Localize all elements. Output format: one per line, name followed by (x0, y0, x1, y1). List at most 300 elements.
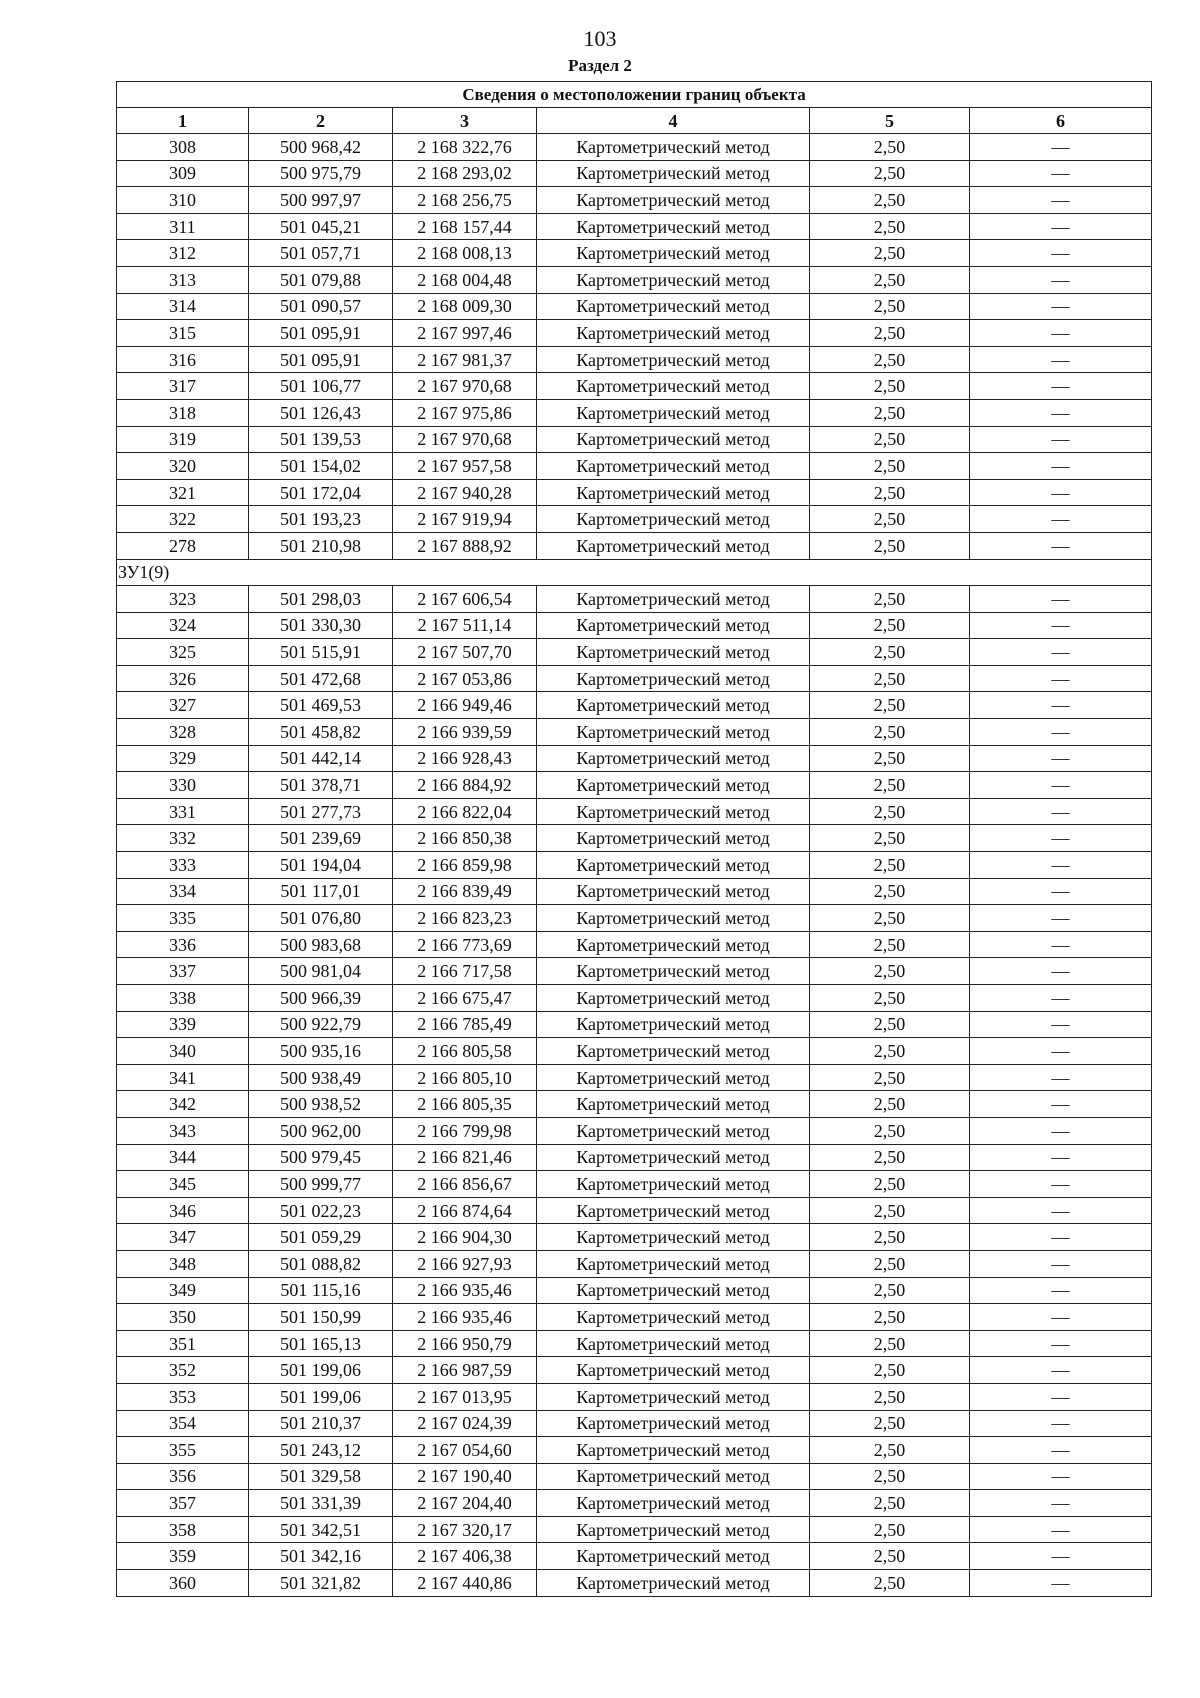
method-cell: Картометрический метод (537, 1064, 810, 1091)
point-number-cell: 329 (117, 745, 249, 772)
x-coordinate-cell: 501 057,71 (249, 240, 393, 267)
accuracy-cell: 2,50 (810, 905, 970, 932)
y-coordinate-cell: 2 166 675,47 (393, 985, 537, 1012)
accuracy-cell: 2,50 (810, 1490, 970, 1517)
point-number-cell: 321 (117, 479, 249, 506)
point-number-cell: 353 (117, 1383, 249, 1410)
accuracy-cell: 2,50 (810, 745, 970, 772)
x-coordinate-cell: 500 983,68 (249, 931, 393, 958)
table-row (117, 346, 1152, 373)
accuracy-cell: 2,50 (810, 665, 970, 692)
method-cell: Картометрический метод (537, 905, 810, 932)
accuracy-cell: 2,50 (810, 1117, 970, 1144)
column-header-row (117, 108, 1152, 134)
point-number-cell: 312 (117, 240, 249, 267)
x-coordinate-cell: 501 095,91 (249, 346, 393, 373)
method-cell: Картометрический метод (537, 1383, 810, 1410)
method-cell: Картометрический метод (537, 1357, 810, 1384)
accuracy-cell: 2,50 (810, 1383, 970, 1410)
method-cell: Картометрический метод (537, 1277, 810, 1304)
accuracy-cell: 2,50 (810, 692, 970, 719)
description-cell: — (970, 1144, 1152, 1171)
accuracy-cell: 2,50 (810, 1011, 970, 1038)
description-cell: — (970, 1463, 1152, 1490)
method-cell: Картометрический метод (537, 373, 810, 400)
x-coordinate-cell: 501 342,16 (249, 1543, 393, 1570)
method-cell: Картометрический метод (537, 1490, 810, 1517)
table-caption: Сведения о местоположении границ объекта (117, 82, 1152, 108)
description-cell: — (970, 1197, 1152, 1224)
accuracy-cell: 2,50 (810, 798, 970, 825)
boundary-coordinates-table (116, 81, 1152, 1597)
x-coordinate-cell: 500 935,16 (249, 1038, 393, 1065)
y-coordinate-cell: 2 167 013,95 (393, 1383, 537, 1410)
description-cell: — (970, 1516, 1152, 1543)
accuracy-cell: 2,50 (810, 958, 970, 985)
x-coordinate-cell: 500 938,52 (249, 1091, 393, 1118)
table-row (117, 719, 1152, 746)
method-cell: Картометрический метод (537, 1171, 810, 1198)
description-cell: — (970, 1304, 1152, 1331)
accuracy-cell: 2,50 (810, 1357, 970, 1384)
accuracy-cell: 2,50 (810, 1250, 970, 1277)
description-cell: — (970, 479, 1152, 506)
accuracy-cell: 2,50 (810, 825, 970, 852)
accuracy-cell: 2,50 (810, 1277, 970, 1304)
method-cell: Картометрический метод (537, 399, 810, 426)
method-cell: Картометрический метод (537, 240, 810, 267)
x-coordinate-cell: 501 329,58 (249, 1463, 393, 1490)
point-number-cell: 315 (117, 320, 249, 347)
x-coordinate-cell: 501 126,43 (249, 399, 393, 426)
x-coordinate-cell: 501 298,03 (249, 586, 393, 613)
method-cell: Картометрический метод (537, 1410, 810, 1437)
description-cell: — (970, 1490, 1152, 1517)
description-cell: — (970, 320, 1152, 347)
point-number-cell: 332 (117, 825, 249, 852)
accuracy-cell: 2,50 (810, 719, 970, 746)
x-coordinate-cell: 501 150,99 (249, 1304, 393, 1331)
point-number-cell: 278 (117, 532, 249, 559)
point-number-cell: 313 (117, 266, 249, 293)
method-cell: Картометрический метод (537, 1224, 810, 1251)
description-cell: — (970, 399, 1152, 426)
description-cell: — (970, 719, 1152, 746)
x-coordinate-cell: 501 243,12 (249, 1437, 393, 1464)
y-coordinate-cell: 2 167 997,46 (393, 320, 537, 347)
x-coordinate-cell: 501 442,14 (249, 745, 393, 772)
description-cell: — (970, 426, 1152, 453)
table-row (117, 1064, 1152, 1091)
y-coordinate-cell: 2 167 053,86 (393, 665, 537, 692)
point-number-cell: 342 (117, 1091, 249, 1118)
y-coordinate-cell: 2 166 799,98 (393, 1117, 537, 1144)
column-header: 1 (117, 108, 249, 134)
x-coordinate-cell: 501 193,23 (249, 506, 393, 533)
method-cell: Картометрический метод (537, 665, 810, 692)
table-row (117, 187, 1152, 214)
table-row (117, 1570, 1152, 1597)
x-coordinate-cell: 501 106,77 (249, 373, 393, 400)
x-coordinate-cell: 501 515,91 (249, 639, 393, 666)
table-row (117, 612, 1152, 639)
accuracy-cell: 2,50 (810, 213, 970, 240)
y-coordinate-cell: 2 167 511,14 (393, 612, 537, 639)
x-coordinate-cell: 501 139,53 (249, 426, 393, 453)
table-row (117, 1224, 1152, 1251)
x-coordinate-cell: 500 975,79 (249, 160, 393, 187)
table-row (117, 798, 1152, 825)
table-row (117, 1410, 1152, 1437)
table-row (117, 426, 1152, 453)
table-row (117, 1490, 1152, 1517)
method-cell: Картометрический метод (537, 852, 810, 879)
table-row (117, 134, 1152, 161)
x-coordinate-cell: 501 239,69 (249, 825, 393, 852)
accuracy-cell: 2,50 (810, 426, 970, 453)
table-row (117, 1516, 1152, 1543)
x-coordinate-cell: 501 378,71 (249, 772, 393, 799)
table-row (117, 639, 1152, 666)
point-number-cell: 348 (117, 1250, 249, 1277)
y-coordinate-cell: 2 166 850,38 (393, 825, 537, 852)
method-cell: Картометрический метод (537, 1543, 810, 1570)
x-coordinate-cell: 501 321,82 (249, 1570, 393, 1597)
x-coordinate-cell: 501 210,37 (249, 1410, 393, 1437)
table-row (117, 852, 1152, 879)
x-coordinate-cell: 500 981,04 (249, 958, 393, 985)
table-row (117, 399, 1152, 426)
table-row (117, 958, 1152, 985)
table-row (117, 985, 1152, 1012)
y-coordinate-cell: 2 166 773,69 (393, 931, 537, 958)
x-coordinate-cell: 501 210,98 (249, 532, 393, 559)
accuracy-cell: 2,50 (810, 1064, 970, 1091)
method-cell: Картометрический метод (537, 1570, 810, 1597)
method-cell: Картометрический метод (537, 1330, 810, 1357)
point-number-cell: 354 (117, 1410, 249, 1437)
description-cell: — (970, 1277, 1152, 1304)
description-cell: — (970, 825, 1152, 852)
description-cell: — (970, 1437, 1152, 1464)
method-cell: Картометрический метод (537, 293, 810, 320)
table-row (117, 1197, 1152, 1224)
accuracy-cell: 2,50 (810, 1437, 970, 1464)
x-coordinate-cell: 501 458,82 (249, 719, 393, 746)
x-coordinate-cell: 500 966,39 (249, 985, 393, 1012)
method-cell: Картометрический метод (537, 1463, 810, 1490)
description-cell: — (970, 745, 1152, 772)
table-row (117, 240, 1152, 267)
point-number-cell: 358 (117, 1516, 249, 1543)
point-number-cell: 311 (117, 213, 249, 240)
y-coordinate-cell: 2 167 024,39 (393, 1410, 537, 1437)
y-coordinate-cell: 2 166 949,46 (393, 692, 537, 719)
accuracy-cell: 2,50 (810, 453, 970, 480)
table-row (117, 1038, 1152, 1065)
point-number-cell: 350 (117, 1304, 249, 1331)
table-row (117, 1250, 1152, 1277)
method-cell: Картометрический метод (537, 1304, 810, 1331)
x-coordinate-cell: 501 172,04 (249, 479, 393, 506)
description-cell: — (970, 612, 1152, 639)
table-row (117, 905, 1152, 932)
table-row (117, 878, 1152, 905)
method-cell: Картометрический метод (537, 586, 810, 613)
point-number-cell: 360 (117, 1570, 249, 1597)
accuracy-cell: 2,50 (810, 1570, 970, 1597)
table-row (117, 1543, 1152, 1570)
description-cell: — (970, 187, 1152, 214)
accuracy-cell: 2,50 (810, 479, 970, 506)
x-coordinate-cell: 500 938,49 (249, 1064, 393, 1091)
point-number-cell: 334 (117, 878, 249, 905)
y-coordinate-cell: 2 168 293,02 (393, 160, 537, 187)
y-coordinate-cell: 2 167 204,40 (393, 1490, 537, 1517)
description-cell: — (970, 453, 1152, 480)
point-number-cell: 310 (117, 187, 249, 214)
y-coordinate-cell: 2 168 008,13 (393, 240, 537, 267)
y-coordinate-cell: 2 166 805,10 (393, 1064, 537, 1091)
table-row (117, 453, 1152, 480)
table-row (117, 266, 1152, 293)
table-row (117, 772, 1152, 799)
method-cell: Картометрический метод (537, 160, 810, 187)
table-row (117, 1144, 1152, 1171)
accuracy-cell: 2,50 (810, 399, 970, 426)
method-cell: Картометрический метод (537, 1197, 810, 1224)
accuracy-cell: 2,50 (810, 134, 970, 161)
accuracy-cell: 2,50 (810, 1224, 970, 1251)
point-number-cell: 322 (117, 506, 249, 533)
accuracy-cell: 2,50 (810, 293, 970, 320)
table-caption-row (117, 82, 1152, 108)
description-cell: — (970, 1171, 1152, 1198)
description-cell: — (970, 532, 1152, 559)
y-coordinate-cell: 2 167 970,68 (393, 373, 537, 400)
point-number-cell: 355 (117, 1437, 249, 1464)
x-coordinate-cell: 501 469,53 (249, 692, 393, 719)
point-number-cell: 356 (117, 1463, 249, 1490)
description-cell: — (970, 639, 1152, 666)
method-cell: Картометрический метод (537, 772, 810, 799)
description-cell: — (970, 1330, 1152, 1357)
point-number-cell: 308 (117, 134, 249, 161)
y-coordinate-cell: 2 168 004,48 (393, 266, 537, 293)
y-coordinate-cell: 2 166 859,98 (393, 852, 537, 879)
method-cell: Картометрический метод (537, 479, 810, 506)
y-coordinate-cell: 2 167 440,86 (393, 1570, 537, 1597)
y-coordinate-cell: 2 167 975,86 (393, 399, 537, 426)
column-header: 4 (537, 108, 810, 134)
table-row (117, 1277, 1152, 1304)
description-cell: — (970, 1357, 1152, 1384)
description-cell: — (970, 1250, 1152, 1277)
accuracy-cell: 2,50 (810, 639, 970, 666)
method-cell: Картометрический метод (537, 931, 810, 958)
y-coordinate-cell: 2 166 935,46 (393, 1277, 537, 1304)
y-coordinate-cell: 2 166 822,04 (393, 798, 537, 825)
accuracy-cell: 2,50 (810, 772, 970, 799)
y-coordinate-cell: 2 167 054,60 (393, 1437, 537, 1464)
y-coordinate-cell: 2 166 805,58 (393, 1038, 537, 1065)
y-coordinate-cell: 2 166 823,23 (393, 905, 537, 932)
method-cell: Картометрический метод (537, 1011, 810, 1038)
method-cell: Картометрический метод (537, 1250, 810, 1277)
accuracy-cell: 2,50 (810, 612, 970, 639)
page-number: 103 (583, 26, 617, 51)
point-number-cell: 317 (117, 373, 249, 400)
x-coordinate-cell: 501 165,13 (249, 1330, 393, 1357)
y-coordinate-cell: 2 167 940,28 (393, 479, 537, 506)
y-coordinate-cell: 2 167 606,54 (393, 586, 537, 613)
description-cell: — (970, 1543, 1152, 1570)
x-coordinate-cell: 500 979,45 (249, 1144, 393, 1171)
description-cell: — (970, 1570, 1152, 1597)
x-coordinate-cell: 500 999,77 (249, 1171, 393, 1198)
method-cell: Картометрический метод (537, 692, 810, 719)
accuracy-cell: 2,50 (810, 985, 970, 1012)
description-cell: — (970, 160, 1152, 187)
table-row (117, 1304, 1152, 1331)
point-number-cell: 314 (117, 293, 249, 320)
description-cell: — (970, 1038, 1152, 1065)
y-coordinate-cell: 2 166 821,46 (393, 1144, 537, 1171)
y-coordinate-cell: 2 167 919,94 (393, 506, 537, 533)
description-cell: — (970, 1383, 1152, 1410)
point-number-cell: 339 (117, 1011, 249, 1038)
x-coordinate-cell: 501 045,21 (249, 213, 393, 240)
y-coordinate-cell: 2 166 927,93 (393, 1250, 537, 1277)
table-row (117, 479, 1152, 506)
x-coordinate-cell: 500 968,42 (249, 134, 393, 161)
table-row (117, 506, 1152, 533)
y-coordinate-cell: 2 168 322,76 (393, 134, 537, 161)
description-cell: — (970, 692, 1152, 719)
accuracy-cell: 2,50 (810, 1144, 970, 1171)
accuracy-cell: 2,50 (810, 1304, 970, 1331)
table-row (117, 532, 1152, 559)
point-number-cell: 340 (117, 1038, 249, 1065)
table-row (117, 745, 1152, 772)
description-cell: — (970, 346, 1152, 373)
x-coordinate-cell: 501 199,06 (249, 1383, 393, 1410)
description-cell: — (970, 772, 1152, 799)
y-coordinate-cell: 2 166 856,67 (393, 1171, 537, 1198)
x-coordinate-cell: 500 922,79 (249, 1011, 393, 1038)
point-number-cell: 323 (117, 586, 249, 613)
table-row (117, 1117, 1152, 1144)
x-coordinate-cell: 501 076,80 (249, 905, 393, 932)
point-number-cell: 316 (117, 346, 249, 373)
table-row (117, 586, 1152, 613)
point-number-cell: 335 (117, 905, 249, 932)
y-coordinate-cell: 2 168 256,75 (393, 187, 537, 214)
table-body (117, 82, 1152, 1597)
y-coordinate-cell: 2 166 805,35 (393, 1091, 537, 1118)
accuracy-cell: 2,50 (810, 346, 970, 373)
method-cell: Картометрический метод (537, 745, 810, 772)
table-row (117, 692, 1152, 719)
description-cell: — (970, 1224, 1152, 1251)
x-coordinate-cell: 501 331,39 (249, 1490, 393, 1517)
accuracy-cell: 2,50 (810, 373, 970, 400)
point-number-cell: 357 (117, 1490, 249, 1517)
method-cell: Картометрический метод (537, 266, 810, 293)
accuracy-cell: 2,50 (810, 532, 970, 559)
y-coordinate-cell: 2 167 981,37 (393, 346, 537, 373)
point-number-cell: 344 (117, 1144, 249, 1171)
table-row (117, 160, 1152, 187)
point-number-cell: 325 (117, 639, 249, 666)
point-number-cell: 326 (117, 665, 249, 692)
y-coordinate-cell: 2 166 884,92 (393, 772, 537, 799)
table-row (117, 1011, 1152, 1038)
method-cell: Картометрический метод (537, 798, 810, 825)
method-cell: Картометрический метод (537, 453, 810, 480)
y-coordinate-cell: 2 166 904,30 (393, 1224, 537, 1251)
y-coordinate-cell: 2 167 190,40 (393, 1463, 537, 1490)
group-label: ЗУ1(9) (117, 559, 1152, 586)
y-coordinate-cell: 2 166 928,43 (393, 745, 537, 772)
description-cell: — (970, 134, 1152, 161)
x-coordinate-cell: 501 115,16 (249, 1277, 393, 1304)
accuracy-cell: 2,50 (810, 1543, 970, 1570)
table-row (117, 1357, 1152, 1384)
description-cell: — (970, 1410, 1152, 1437)
x-coordinate-cell: 501 090,57 (249, 293, 393, 320)
table-row (117, 825, 1152, 852)
table-row (117, 1463, 1152, 1490)
y-coordinate-cell: 2 168 157,44 (393, 213, 537, 240)
method-cell: Картометрический метод (537, 506, 810, 533)
accuracy-cell: 2,50 (810, 1038, 970, 1065)
method-cell: Картометрический метод (537, 213, 810, 240)
section-title: Раздел 2 (568, 56, 632, 75)
x-coordinate-cell: 501 079,88 (249, 266, 393, 293)
column-header: 6 (970, 108, 1152, 134)
accuracy-cell: 2,50 (810, 852, 970, 879)
point-number-cell: 341 (117, 1064, 249, 1091)
method-cell: Картометрический метод (537, 958, 810, 985)
x-coordinate-cell: 501 022,23 (249, 1197, 393, 1224)
point-number-cell: 331 (117, 798, 249, 825)
y-coordinate-cell: 2 166 785,49 (393, 1011, 537, 1038)
description-cell: — (970, 293, 1152, 320)
y-coordinate-cell: 2 167 320,17 (393, 1516, 537, 1543)
y-coordinate-cell: 2 166 717,58 (393, 958, 537, 985)
point-number-cell: 319 (117, 426, 249, 453)
description-cell: — (970, 878, 1152, 905)
description-cell: — (970, 985, 1152, 1012)
method-cell: Картометрический метод (537, 825, 810, 852)
point-number-cell: 352 (117, 1357, 249, 1384)
point-number-cell: 318 (117, 399, 249, 426)
point-number-cell: 324 (117, 612, 249, 639)
point-number-cell: 338 (117, 985, 249, 1012)
method-cell: Картометрический метод (537, 1091, 810, 1118)
table-row (117, 931, 1152, 958)
x-coordinate-cell: 500 962,00 (249, 1117, 393, 1144)
description-cell: — (970, 852, 1152, 879)
point-number-cell: 333 (117, 852, 249, 879)
x-coordinate-cell: 501 088,82 (249, 1250, 393, 1277)
method-cell: Картометрический метод (537, 1437, 810, 1464)
y-coordinate-cell: 2 166 935,46 (393, 1304, 537, 1331)
table-row (117, 213, 1152, 240)
table-row (117, 1383, 1152, 1410)
point-number-cell: 320 (117, 453, 249, 480)
